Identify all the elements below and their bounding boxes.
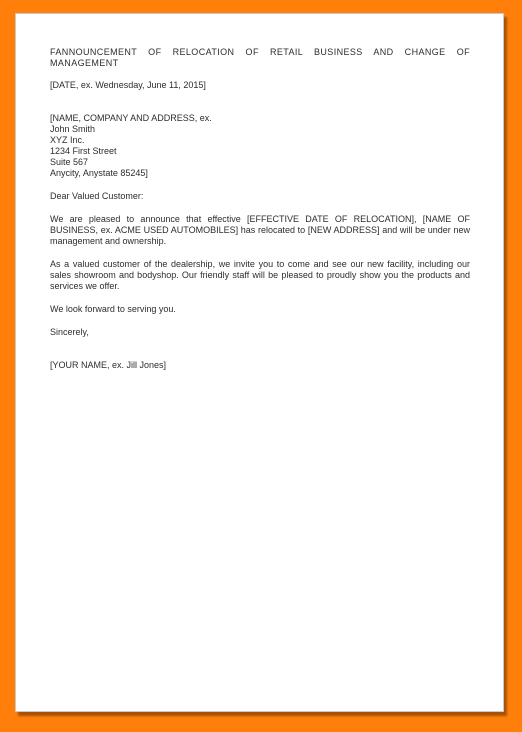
recipient-address-block: [50, 113, 470, 179]
letter-date: [DATE, ex. Wednesday, June 11, 2015]: [50, 80, 206, 90]
address-line: Suite 567: [50, 157, 89, 167]
address-line: John Smith: [50, 124, 96, 134]
closing: Sincerely,: [50, 327, 89, 337]
address-line: Anycity, Anystate 85245]: [50, 168, 148, 178]
address-line: XYZ Inc.: [50, 135, 85, 145]
body-paragraph: As a valued customer of the dealership, we invite you to come and see our new facility, including our sales showroom and bodyshop. Our friendly staff will be pleased to proudly show you the products and services we offer.: [50, 259, 470, 291]
body-paragraph: We look forward to serving you.: [50, 304, 176, 314]
address-line: [NAME, COMPANY AND ADDRESS, ex.: [50, 113, 212, 123]
salutation: Dear Valued Customer:: [50, 191, 144, 201]
address-line: 1234 First Street: [50, 146, 117, 156]
body-paragraph: We are pleased to announce that effective [EFFECTIVE DATE OF RELOCATION], [NAME OF BUSINESS, ex. ACME USED AUTOMOBILES] has relocated to [NEW ADDRESS] and will be under new management and ownership.: [50, 214, 470, 246]
signature: [YOUR NAME, ex. Jill Jones]: [50, 360, 167, 370]
letter-body: [50, 47, 470, 371]
document-page: [15, 13, 504, 712]
letter-title: FANNOUNCEMENT OF RELOCATION OF RETAIL BUSINESS AND CHANGE OF MANAGEMENT: [50, 47, 470, 68]
